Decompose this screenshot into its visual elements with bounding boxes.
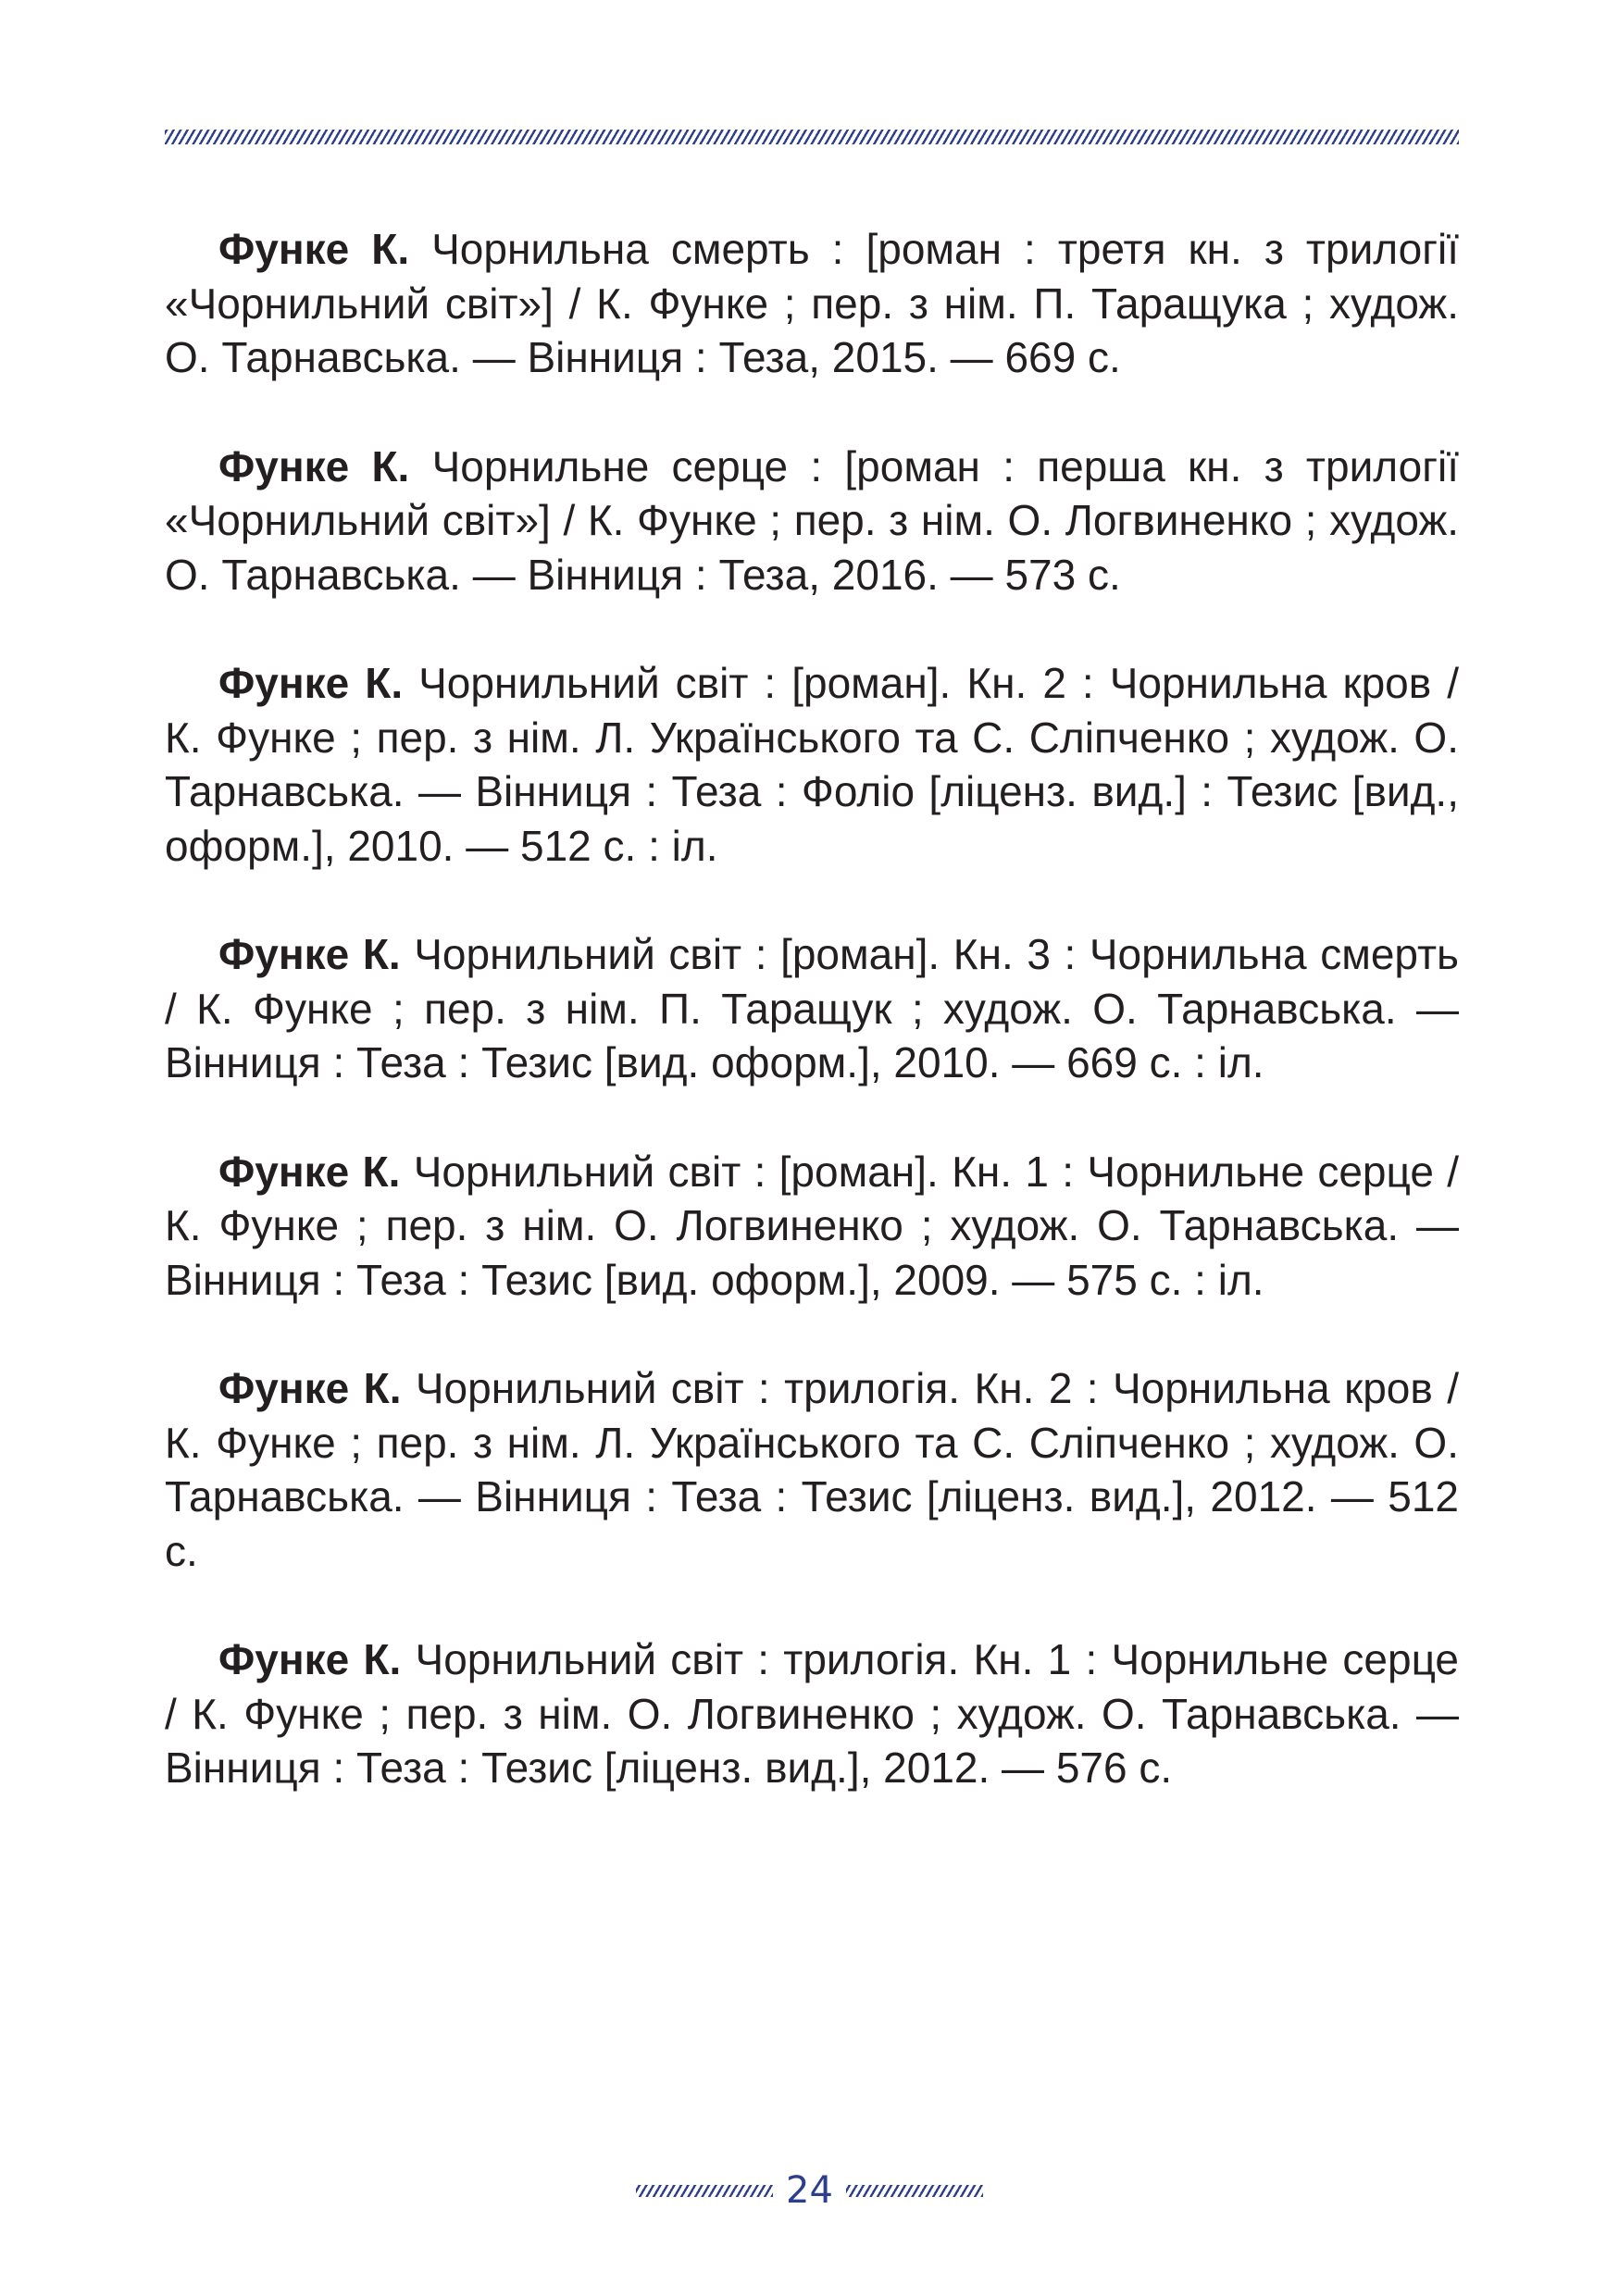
- bibliography-list: [165, 222, 1459, 1850]
- page-footer: [0, 2167, 1619, 2214]
- bibliography-entry: [165, 656, 1459, 873]
- bibliography-entry: [165, 1145, 1459, 1308]
- entry-author: Функе К.: [218, 225, 410, 273]
- entry-author: Функе К.: [218, 1635, 402, 1683]
- entry-text: Чорнильне серце : [роман : перша кн. з трилогії «Чорнильний світ»] / К. Функе ; пер. з нім. О. Логвиненко ; худож. О. Тарнавська. — Вінниця : Теза, 2016. — 573 с.: [165, 441, 1459, 599]
- entry-text: Чорнильний світ : трилогія. Кн. 1 : Чорнильне серце / К. Функе ; пер. з нім. О. Логвиненко ; худож. О. Тарнавська. — Вінниця : Теза : Тезис [ліценз. вид.], 2012. — 576 с.: [165, 1635, 1460, 1792]
- entry-text: Чорнильний світ : трилогія. Кн. 2 : Чорнильна кров / К. Функе ; пер. з нім. Л. Українського та С. Сліпченко ; худож. О. Тарнавська. — Вінниця : Теза : Тезис [ліценз. вид.], 2012. — 512 с.: [165, 1364, 1459, 1575]
- bibliography-entry: [165, 927, 1459, 1090]
- entry-text: Чорнильний світ : [роман]. Кн. 2 : Чорнильна кров / К. Функе ; пер. з нім. Л. Українського та С. Сліпченко ; худож. О. Тарнавська. — Вінниця : Теза : Фоліо [ліценз. вид.] : Тезис [вид., оформ.], 2010. — 512 с. : іл.: [165, 659, 1459, 870]
- page-number: 24: [786, 2169, 833, 2212]
- entry-text: Чорнильний світ : [роман]. Кн. 3 : Чорнильна смерть / К. Функе ; пер. з нім. П. Таращук ; худож. О. Тарнавська. — Вінниця : Теза : Тезис [вид. оформ.], 2010. — 669 с. : іл.: [165, 930, 1460, 1086]
- entry-text: Чорнильна смерть : [роман : третя кн. з трилогії «Чорнильний світ»] / К. Функе ; пер. з нім. П. Таращука ; худож. О. Тарнавська. — Вінниця : Теза, 2015. — 669 с.: [165, 225, 1459, 381]
- footer-left-rule: [636, 2185, 773, 2197]
- entry-author: Функе К.: [218, 1364, 402, 1412]
- entry-author: Функе К.: [218, 441, 410, 490]
- bibliography-entry: [165, 1361, 1459, 1578]
- footer-right-rule: [846, 2185, 983, 2197]
- entry-author: Функе К.: [218, 1147, 401, 1196]
- bibliography-entry: [165, 440, 1459, 602]
- entry-author: Функе К.: [218, 659, 404, 707]
- entry-author: Функе К.: [218, 930, 401, 978]
- header-decorative-rule: [165, 130, 1459, 144]
- entry-text: Чорнильний світ : [роман]. Кн. 1 : Чорнильне серце / К. Функе ; пер. з нім. О. Логвиненко ; худож. О. Тарнавська. — Вінниця : Теза : Тезис [вид. оформ.], 2009. — 575 с. : іл.: [165, 1147, 1460, 1304]
- bibliography-entry: [165, 1632, 1459, 1795]
- bibliography-entry: [165, 222, 1459, 385]
